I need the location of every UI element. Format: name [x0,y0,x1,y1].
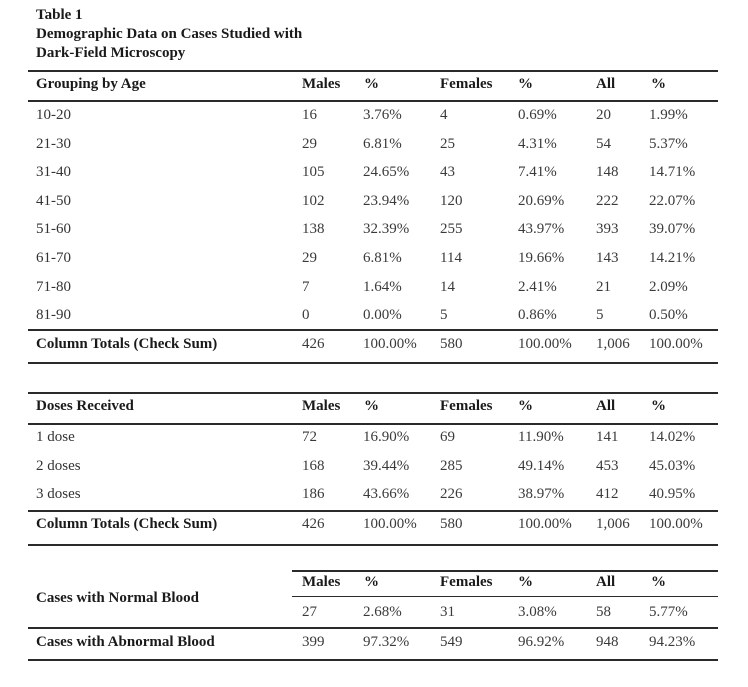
cell-males-pct: 43.66% [363,486,410,503]
normal-all-pct: 5.77% [649,604,688,620]
cell-males-pct: 6.81% [363,135,402,152]
cell-all: 412 [596,486,619,503]
cell-males-pct: 0.00% [363,307,402,324]
normal-all: 58 [596,604,611,620]
col-females-pct: % [518,398,533,414]
cell-females-pct: 49.14% [518,457,565,474]
total-males-pct: 100.00% [363,516,417,532]
normal-blood-label: Cases with Normal Blood [36,590,199,606]
col-females: Females [440,398,493,414]
cell-males: 138 [302,221,325,238]
age-table-top-rule [28,70,718,72]
cell-label: 2 doses [36,457,81,474]
total-label: Column Totals (Check Sum) [36,336,218,352]
cell-label: 61-70 [36,250,71,266]
cell-females-pct: 43.97% [518,221,565,238]
normal-males: 27 [302,604,317,620]
col-females: Females [440,76,493,92]
cell-all: 143 [596,250,619,266]
total-females-pct: 100.00% [518,336,572,352]
cell-label: 31-40 [36,164,71,181]
cell-all-pct: 0.50% [649,307,688,324]
table-caption-line2: Dark-Field Microscopy [36,45,186,61]
abnormal-females-pct: 96.92% [518,634,565,650]
cell-females: 5 [440,307,448,324]
total-label: Column Totals (Check Sum) [36,516,218,532]
total-males: 426 [302,516,325,532]
cell-males: 16 [302,107,317,123]
dose-table-header-rule [28,423,718,425]
cell-all: 222 [596,192,619,209]
col-males: Males [302,76,341,92]
cell-females-pct: 0.69% [518,107,557,123]
cell-all-pct: 39.07% [649,221,696,238]
total-males-pct: 100.00% [363,336,417,352]
total-females-pct: 100.00% [518,516,572,532]
cell-males-pct: 6.81% [363,250,402,266]
cell-all-pct: 14.02% [649,429,696,445]
cell-females-pct: 38.97% [518,486,565,503]
cell-all: 54 [596,135,611,152]
normal-females: 31 [440,604,455,620]
col-all: All [596,398,616,414]
cell-all: 393 [596,221,619,238]
age-table-header: Grouping by Age [36,76,146,92]
dose-table-total-rule [28,510,718,512]
cell-females: 114 [440,250,462,266]
total-all-pct: 100.00% [649,336,703,352]
col-all: All [596,574,616,590]
blood-table-bottom-rule [28,659,718,661]
table-number: Table 1 [36,7,83,23]
col-all-pct: % [651,76,666,92]
dose-table-header: Doses Received [36,398,134,414]
abnormal-all: 948 [596,634,619,650]
blood-table-top-rule [292,570,718,572]
abnormal-males-pct: 97.32% [363,634,410,650]
cell-females-pct: 11.90% [518,429,564,445]
cell-label: 21-30 [36,135,71,152]
cell-males: 29 [302,135,317,152]
cell-females: 120 [440,192,463,209]
cell-all: 5 [596,307,604,324]
cell-males: 72 [302,429,317,445]
total-females: 580 [440,516,463,532]
cell-label: 81-90 [36,307,71,324]
cell-all-pct: 1.99% [649,107,688,123]
cell-all: 21 [596,278,611,295]
cell-males: 186 [302,486,325,503]
cell-label: 51-60 [36,221,71,238]
cell-females: 69 [440,429,455,445]
total-all-pct: 100.00% [649,516,703,532]
col-males: Males [302,398,341,414]
blood-table [28,570,718,670]
age-table-total-rule [28,329,718,331]
dose-table [28,392,718,552]
normal-males-pct: 2.68% [363,604,402,620]
total-all: 1,006 [596,516,630,532]
col-all: All [596,76,616,92]
col-females-pct: % [518,574,533,590]
blood-table-header-rule [292,596,718,597]
dose-table-top-rule [28,392,718,394]
cell-all-pct: 5.37% [649,135,688,152]
cell-females-pct: 0.86% [518,307,557,324]
cell-all: 20 [596,107,611,123]
table-title [36,6,302,63]
col-females: Females [440,574,493,590]
cell-females: 255 [440,221,463,238]
cell-all-pct: 40.95% [649,486,696,503]
blood-table-mid-rule [28,627,718,629]
age-table [28,70,718,370]
abnormal-blood-label: Cases with Abnormal Blood [36,634,215,650]
cell-males-pct: 3.76% [363,107,402,123]
cell-females: 226 [440,486,463,503]
cell-females: 14 [440,278,455,295]
cell-all: 148 [596,164,619,181]
abnormal-males: 399 [302,634,325,650]
abnormal-females: 549 [440,634,463,650]
cell-females-pct: 20.69% [518,192,565,209]
total-males: 426 [302,336,325,352]
cell-females-pct: 19.66% [518,250,565,266]
cell-females: 43 [440,164,455,181]
cell-label: 41-50 [36,192,71,209]
col-all-pct: % [651,398,666,414]
table-caption-line1: Demographic Data on Cases Studied with [36,26,303,42]
cell-males: 102 [302,192,325,209]
col-males-pct: % [364,574,379,590]
col-all-pct: % [651,574,666,590]
cell-all: 453 [596,457,619,474]
cell-males-pct: 32.39% [363,221,410,238]
cell-label: 3 doses [36,486,81,503]
cell-females-pct: 4.31% [518,135,557,152]
cell-label: 1 dose [36,429,75,445]
total-females: 580 [440,336,463,352]
cell-label: 71-80 [36,278,71,295]
cell-males-pct: 24.65% [363,164,410,181]
abnormal-all-pct: 94.23% [649,634,696,650]
col-males-pct: % [364,398,379,414]
cell-females: 25 [440,135,455,152]
cell-all-pct: 2.09% [649,278,688,295]
cell-females-pct: 2.41% [518,278,557,295]
age-table-bottom-rule [28,362,718,364]
col-males: Males [302,574,341,590]
cell-all-pct: 14.71% [649,164,696,181]
cell-all: 141 [596,429,619,445]
cell-females: 285 [440,457,463,474]
cell-males: 168 [302,457,325,474]
cell-all-pct: 22.07% [649,192,696,209]
cell-all-pct: 45.03% [649,457,696,474]
cell-males: 105 [302,164,325,181]
cell-males-pct: 16.90% [363,429,410,445]
col-females-pct: % [518,76,533,92]
cell-females-pct: 7.41% [518,164,557,181]
total-all: 1,006 [596,336,630,352]
age-table-header-rule [28,100,718,102]
dose-table-bottom-rule [28,544,718,546]
cell-males-pct: 39.44% [363,457,410,474]
col-males-pct: % [364,76,379,92]
cell-males-pct: 1.64% [363,278,402,295]
normal-females-pct: 3.08% [518,604,557,620]
cell-females: 4 [440,107,448,123]
cell-males-pct: 23.94% [363,192,410,209]
cell-males: 29 [302,250,317,266]
cell-males: 7 [302,278,310,295]
cell-males: 0 [302,307,310,324]
cell-label: 10-20 [36,107,71,123]
cell-all-pct: 14.21% [649,250,696,266]
